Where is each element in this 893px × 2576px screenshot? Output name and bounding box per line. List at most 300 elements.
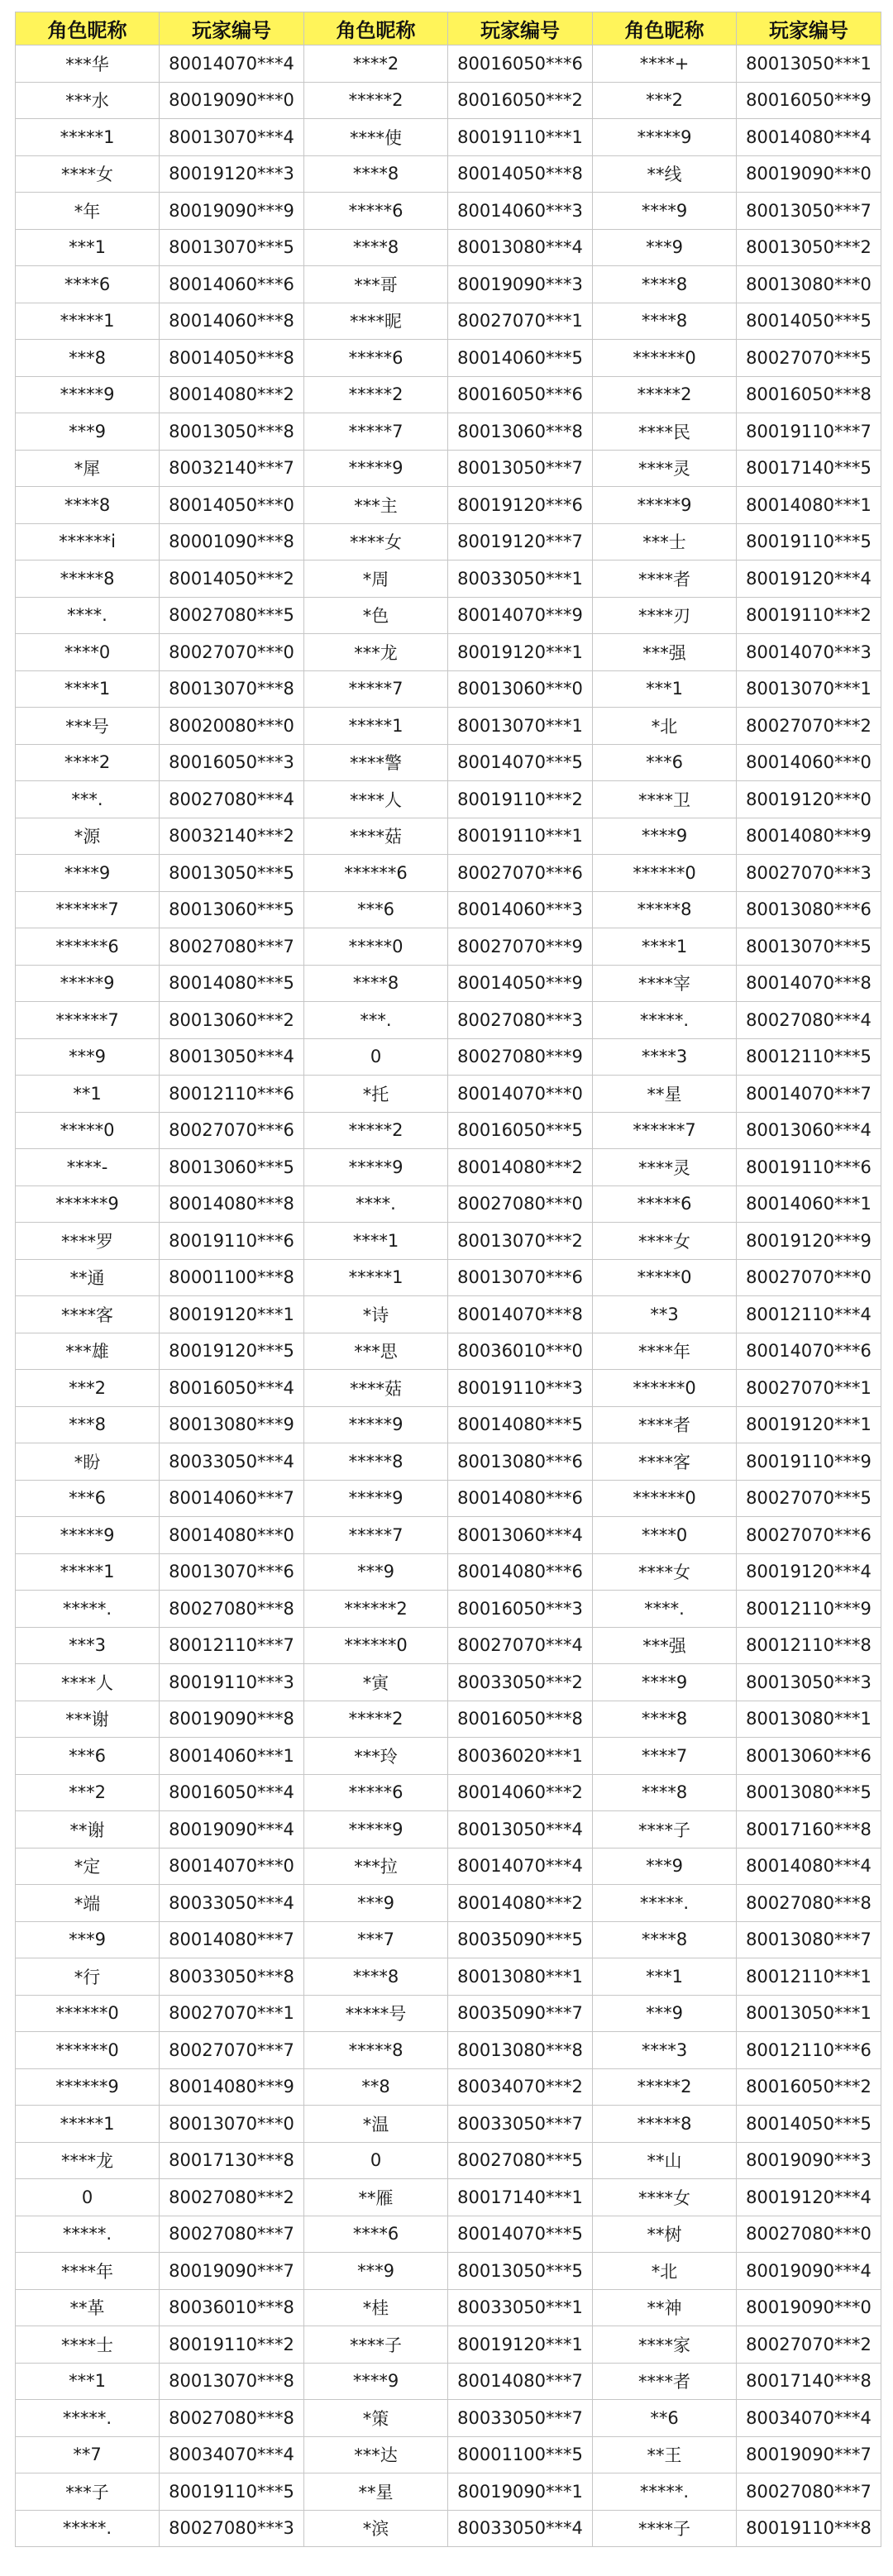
role-name-cell: *****1 (304, 708, 448, 745)
player-id-cell: 80012110***6 (737, 2032, 881, 2069)
role-name-cell: ***哥 (304, 266, 448, 303)
player-id-cell: 80014050***5 (737, 2106, 881, 2143)
table-row (16, 2363, 881, 2400)
player-roster-sheet (15, 12, 880, 2547)
table-row (16, 1149, 881, 1186)
table-row (16, 523, 881, 561)
role-name-cell: ****子 (304, 2326, 448, 2364)
role-name-cell: *源 (16, 818, 160, 855)
table-row (16, 2032, 881, 2069)
role-name-cell: ****8 (593, 1774, 737, 1811)
player-id-cell: 80027070***5 (737, 1480, 881, 1517)
player-id-cell: 80014080***8 (160, 1185, 304, 1223)
role-name-cell: *****号 (304, 1995, 448, 2032)
player-id-cell: 80033050***4 (160, 1885, 304, 1922)
player-id-cell: 80019090***0 (737, 2289, 881, 2326)
player-id-cell: 80017140***5 (737, 450, 881, 487)
role-name-cell: ***1 (593, 670, 737, 708)
role-name-cell: ***谢 (16, 1701, 160, 1738)
player-id-cell: 80027070***1 (448, 303, 593, 340)
player-id-cell: 80019110***6 (160, 1223, 304, 1260)
column-header-role-name: 角色昵称 (593, 12, 737, 45)
player-id-cell: 80032140***2 (160, 818, 304, 855)
player-id-cell: 80014070***0 (160, 1848, 304, 1885)
role-name-cell: ***9 (304, 1553, 448, 1591)
player-id-cell: 80012110***9 (737, 1591, 881, 1628)
player-id-cell: 80013060***2 (160, 1002, 304, 1039)
role-name-cell: ****1 (304, 1223, 448, 1260)
role-name-cell: **星 (304, 2473, 448, 2511)
player-id-cell: 80019120***1 (448, 2326, 593, 2364)
player-id-cell: 80019090***0 (160, 82, 304, 119)
role-name-cell: ***9 (304, 1885, 448, 1922)
role-name-cell: ****昵 (304, 303, 448, 340)
table-row (16, 376, 881, 413)
table-row (16, 1811, 881, 1849)
player-id-cell: 80014080***0 (160, 1517, 304, 1554)
role-name-cell: *****1 (16, 303, 160, 340)
player-id-cell: 80013080***8 (448, 2032, 593, 2069)
player-id-cell: 80014060***2 (448, 1774, 593, 1811)
player-id-cell: 80027070***0 (160, 634, 304, 671)
role-name-cell: *托 (304, 1076, 448, 1113)
role-name-cell: *****9 (304, 1480, 448, 1517)
player-id-cell: 80013060***8 (448, 413, 593, 451)
player-id-cell: 80019120***4 (737, 2179, 881, 2216)
player-id-cell: 80016050***4 (160, 1370, 304, 1407)
role-name-cell: ******9 (16, 1185, 160, 1223)
player-id-cell: 80014070***4 (160, 45, 304, 83)
player-id-cell: 80019110***3 (160, 1664, 304, 1701)
role-name-cell: *****9 (16, 1517, 160, 1554)
player-id-cell: 80019120***6 (448, 487, 593, 524)
role-name-cell: *北 (593, 2253, 737, 2290)
table-row (16, 2253, 881, 2290)
player-id-cell: 80014080***2 (448, 1149, 593, 1186)
role-name-cell: *****2 (304, 1112, 448, 1149)
table-row (16, 1701, 881, 1738)
player-id-cell: 80019120***9 (737, 1223, 881, 1260)
role-name-cell: ****女 (593, 1553, 737, 1591)
role-name-cell: **树 (593, 2216, 737, 2253)
table-row (16, 82, 881, 119)
role-name-cell: ******0 (16, 1995, 160, 2032)
role-name-cell: ****8 (304, 229, 448, 266)
role-name-cell: ****9 (593, 818, 737, 855)
table-body (16, 45, 881, 2547)
table-row (16, 597, 881, 634)
player-id-cell: 80027070***6 (160, 1112, 304, 1149)
player-id-cell: 80036020***1 (448, 1738, 593, 1775)
role-name-cell: ***号 (16, 708, 160, 745)
role-name-cell: *****9 (304, 1406, 448, 1443)
player-id-cell: 80013070***4 (160, 119, 304, 156)
role-name-cell: *****2 (593, 376, 737, 413)
player-id-cell: 80032140***7 (160, 450, 304, 487)
role-name-cell: ******0 (16, 2032, 160, 2069)
player-id-cell: 80027070***5 (737, 340, 881, 377)
role-name-cell: ***子 (16, 2473, 160, 2511)
player-id-cell: 80014080***6 (448, 1553, 593, 1591)
role-name-cell: ****8 (304, 155, 448, 193)
role-name-cell: *北 (593, 708, 737, 745)
player-id-cell: 80012110***5 (737, 1038, 881, 1076)
role-name-cell: ***. (16, 781, 160, 818)
role-name-cell: *****0 (304, 928, 448, 966)
role-name-cell: ***拉 (304, 1848, 448, 1885)
role-name-cell: ****7 (593, 1738, 737, 1775)
role-name-cell: ***9 (16, 413, 160, 451)
role-name-cell: ****9 (304, 2363, 448, 2400)
role-name-cell: ****女 (593, 2179, 737, 2216)
table-row (16, 155, 881, 193)
player-id-cell: 80013070***6 (160, 1553, 304, 1591)
role-name-cell: *****8 (16, 561, 160, 598)
role-name-cell: ******0 (593, 1370, 737, 1407)
player-id-cell: 80013050***2 (737, 229, 881, 266)
role-name-cell: **1 (16, 1076, 160, 1113)
table-row (16, 2400, 881, 2437)
role-name-cell: ****8 (16, 487, 160, 524)
role-name-cell: ***6 (304, 891, 448, 928)
player-id-cell: 80016050***6 (448, 376, 593, 413)
player-id-cell: 80013060***4 (737, 1112, 881, 1149)
player-id-cell: 80027080***7 (737, 2473, 881, 2511)
table-row (16, 2289, 881, 2326)
player-id-cell: 80019090***4 (160, 1811, 304, 1849)
role-name-cell: ****士 (16, 2326, 160, 2364)
player-id-cell: 80027070***1 (737, 1370, 881, 1407)
player-id-cell: 80019110***5 (737, 523, 881, 561)
role-name-cell: *****2 (304, 82, 448, 119)
player-id-cell: 80016050***2 (448, 82, 593, 119)
player-id-cell: 80034070***4 (737, 2400, 881, 2437)
player-id-cell: 80014050***8 (160, 340, 304, 377)
player-id-cell: 80013070***5 (737, 928, 881, 966)
player-id-cell: 80014060***5 (448, 340, 593, 377)
player-id-cell: 80027080***0 (737, 2216, 881, 2253)
player-id-cell: 80027070***1 (160, 1995, 304, 2032)
role-name-cell: *****9 (304, 450, 448, 487)
role-name-cell: *盼 (16, 1443, 160, 1481)
table-row (16, 2473, 881, 2511)
player-id-cell: 80013050***4 (448, 1811, 593, 1849)
role-name-cell: ****人 (16, 1664, 160, 1701)
role-name-cell: ****客 (16, 1296, 160, 1333)
role-name-cell: ****民 (593, 413, 737, 451)
role-name-cell: **雁 (304, 2179, 448, 2216)
player-id-cell: 80035090***7 (448, 1995, 593, 2032)
player-id-cell: 80013070***6 (448, 1259, 593, 1296)
role-name-cell: **6 (593, 2400, 737, 2437)
role-name-cell: ****8 (304, 965, 448, 1002)
player-id-cell: 80027080***7 (160, 2216, 304, 2253)
role-name-cell: ******0 (593, 855, 737, 892)
role-name-cell: *****6 (304, 1774, 448, 1811)
table-row (16, 744, 881, 781)
player-id-cell: 80013050***1 (737, 45, 881, 83)
table-row (16, 1553, 881, 1591)
player-id-cell: 80027070***6 (448, 855, 593, 892)
table-row (16, 1958, 881, 1996)
table-row (16, 1480, 881, 1517)
role-name-cell: ****. (16, 597, 160, 634)
table-row (16, 1112, 881, 1149)
role-name-cell: ******0 (593, 340, 737, 377)
table-row (16, 1002, 881, 1039)
table-row (16, 1738, 881, 1775)
role-name-cell: *****6 (304, 340, 448, 377)
table-row (16, 487, 881, 524)
role-name-cell: ***7 (304, 1921, 448, 1958)
table-row (16, 2510, 881, 2547)
player-id-cell: 80014050***0 (160, 487, 304, 524)
role-name-cell: ***1 (593, 1958, 737, 1996)
table-row (16, 413, 881, 451)
table-row (16, 266, 881, 303)
player-id-cell: 80014070***5 (448, 2216, 593, 2253)
table-row (16, 2436, 881, 2473)
player-id-cell: 80014070***7 (737, 1076, 881, 1113)
role-name-cell: ****灵 (593, 1149, 737, 1186)
player-id-cell: 80019110***5 (160, 2473, 304, 2511)
table-row (16, 1185, 881, 1223)
table-row (16, 1664, 881, 1701)
player-id-cell: 80013060***5 (160, 891, 304, 928)
role-name-cell: ******7 (16, 1002, 160, 1039)
role-name-cell: *犀 (16, 450, 160, 487)
role-name-cell: ****卫 (593, 781, 737, 818)
role-name-cell: ****+ (593, 45, 737, 83)
table-row (16, 2179, 881, 2216)
player-id-cell: 80019090***0 (737, 155, 881, 193)
role-name-cell: ****客 (593, 1443, 737, 1481)
player-id-cell: 80019120***4 (737, 1553, 881, 1591)
player-id-cell: 80036010***8 (160, 2289, 304, 2326)
role-name-cell: ***8 (16, 1406, 160, 1443)
player-id-cell: 80013050***7 (448, 450, 593, 487)
table-row (16, 2068, 881, 2106)
player-id-cell: 80013080***9 (160, 1406, 304, 1443)
table-row (16, 634, 881, 671)
role-name-cell: ****6 (304, 2216, 448, 2253)
player-id-cell: 80013080***4 (448, 229, 593, 266)
player-id-cell: 80027070***3 (737, 855, 881, 892)
player-id-cell: 80013080***1 (737, 1701, 881, 1738)
player-id-cell: 80019110***3 (448, 1370, 593, 1407)
role-name-cell: ****2 (304, 45, 448, 83)
role-name-cell: *****9 (16, 965, 160, 1002)
role-name-cell: **王 (593, 2436, 737, 2473)
role-name-cell: ****菇 (304, 818, 448, 855)
role-name-cell: *****. (593, 2473, 737, 2511)
role-name-cell: *****6 (593, 1185, 737, 1223)
role-name-cell: ***龙 (304, 634, 448, 671)
player-id-cell: 80014050***5 (737, 303, 881, 340)
role-name-cell: ****- (16, 1149, 160, 1186)
player-id-cell: 80019110***1 (448, 119, 593, 156)
player-id-cell: 80027070***4 (448, 1627, 593, 1664)
role-name-cell: ****菇 (304, 1370, 448, 1407)
player-id-cell: 80019090***3 (737, 2142, 881, 2179)
table-row (16, 1627, 881, 1664)
role-name-cell: *****1 (304, 1259, 448, 1296)
role-name-cell: ****警 (304, 744, 448, 781)
player-id-cell: 80013080***5 (737, 1774, 881, 1811)
player-id-cell: 80035090***5 (448, 1921, 593, 1958)
role-name-cell: ******i (16, 523, 160, 561)
player-id-cell: 80016050***5 (448, 1112, 593, 1149)
player-id-cell: 80014060***7 (160, 1480, 304, 1517)
role-name-cell: *行 (16, 1958, 160, 1996)
player-id-cell: 80014070***9 (448, 597, 593, 634)
role-name-cell: ***6 (16, 1738, 160, 1775)
role-name-cell: ****. (593, 1591, 737, 1628)
role-name-cell: ****9 (593, 1664, 737, 1701)
player-id-cell: 80013080***0 (737, 266, 881, 303)
player-id-cell: 80027070***2 (737, 708, 881, 745)
role-name-cell: ***3 (16, 1627, 160, 1664)
player-id-cell: 80027080***3 (448, 1002, 593, 1039)
player-id-cell: 80017130***8 (160, 2142, 304, 2179)
player-id-cell: 80019090***9 (160, 193, 304, 230)
role-name-cell: ****家 (593, 2326, 737, 2364)
role-name-cell: ***士 (593, 523, 737, 561)
player-id-cell: 80019120***1 (737, 1406, 881, 1443)
role-name-cell: *****2 (593, 2068, 737, 2106)
player-id-cell: 80014070***6 (737, 1333, 881, 1370)
player-id-cell: 80027080***0 (448, 1185, 593, 1223)
role-name-cell: *****8 (593, 2106, 737, 2143)
player-id-cell: 80019090***7 (737, 2436, 881, 2473)
role-name-cell: ***强 (593, 634, 737, 671)
player-id-cell: 80017160***8 (737, 1811, 881, 1849)
role-name-cell: *定 (16, 1848, 160, 1885)
role-name-cell: ***2 (16, 1774, 160, 1811)
role-name-cell: *****8 (304, 1443, 448, 1481)
player-id-cell: 80013070***8 (160, 2363, 304, 2400)
role-name-cell: ****8 (593, 1921, 737, 1958)
player-roster-table (15, 12, 881, 2547)
role-name-cell: ****龙 (16, 2142, 160, 2179)
table-row (16, 1038, 881, 1076)
role-name-cell: *****7 (304, 1517, 448, 1554)
role-name-cell: ****女 (593, 1223, 737, 1260)
player-id-cell: 80014070***0 (448, 1076, 593, 1113)
table-row (16, 2106, 881, 2143)
player-id-cell: 80014070***8 (737, 965, 881, 1002)
role-name-cell: *****9 (16, 376, 160, 413)
player-id-cell: 80014080***5 (160, 965, 304, 1002)
role-name-cell: *****9 (593, 487, 737, 524)
player-id-cell: 80013070***0 (160, 2106, 304, 2143)
role-name-cell: *****2 (304, 376, 448, 413)
table-row (16, 1995, 881, 2032)
role-name-cell: ****者 (593, 2363, 737, 2400)
player-id-cell: 80019110***2 (448, 781, 593, 818)
player-id-cell: 80027080***4 (160, 781, 304, 818)
player-id-cell: 80019090***1 (448, 2473, 593, 2511)
player-id-cell: 80001100***8 (160, 1259, 304, 1296)
table-row (16, 891, 881, 928)
player-id-cell: 80014080***2 (448, 1885, 593, 1922)
player-id-cell: 80014050***8 (448, 155, 593, 193)
player-id-cell: 80027070***0 (737, 1259, 881, 1296)
role-name-cell: *****. (16, 1591, 160, 1628)
player-id-cell: 80017140***1 (448, 2179, 593, 2216)
role-name-cell: ****0 (16, 634, 160, 671)
player-id-cell: 80019090***8 (160, 1701, 304, 1738)
table-row (16, 229, 881, 266)
player-id-cell: 80013050***8 (160, 413, 304, 451)
player-id-cell: 80013050***3 (737, 1664, 881, 1701)
table-row (16, 1921, 881, 1958)
player-id-cell: 80014080***9 (160, 2068, 304, 2106)
player-id-cell: 80019110***2 (737, 597, 881, 634)
role-name-cell: *****. (593, 1002, 737, 1039)
role-name-cell: ****者 (593, 561, 737, 598)
player-id-cell: 80013060***5 (160, 1149, 304, 1186)
player-id-cell: 80013050***5 (448, 2253, 593, 2290)
role-name-cell: *温 (304, 2106, 448, 2143)
role-name-cell: *****. (593, 1885, 737, 1922)
role-name-cell: ***9 (593, 229, 737, 266)
player-id-cell: 80014060***3 (448, 193, 593, 230)
player-id-cell: 80027080***3 (160, 2510, 304, 2547)
player-id-cell: 80016050***4 (160, 1774, 304, 1811)
table-row (16, 855, 881, 892)
role-name-cell: *策 (304, 2400, 448, 2437)
role-name-cell: ***. (304, 1002, 448, 1039)
player-id-cell: 80019120***1 (160, 1296, 304, 1333)
player-id-cell: 80012110***6 (160, 1076, 304, 1113)
column-header-player-id: 玩家编号 (448, 12, 593, 45)
role-name-cell: ****. (304, 1185, 448, 1223)
role-name-cell: **神 (593, 2289, 737, 2326)
role-name-cell: ****9 (593, 193, 737, 230)
table-row (16, 450, 881, 487)
player-id-cell: 80013060***4 (448, 1517, 593, 1554)
table-row (16, 119, 881, 156)
player-id-cell: 80027080***5 (160, 597, 304, 634)
role-name-cell: *****9 (304, 1149, 448, 1186)
player-id-cell: 80014080***2 (160, 376, 304, 413)
role-name-cell: *****7 (304, 413, 448, 451)
role-name-cell: ****使 (304, 119, 448, 156)
role-name-cell: ******9 (16, 2068, 160, 2106)
player-id-cell: 80033050***4 (448, 2510, 593, 2547)
player-id-cell: 80033050***2 (448, 1664, 593, 1701)
header-row (16, 12, 881, 45)
player-id-cell: 80016050***3 (160, 744, 304, 781)
role-name-cell: *****9 (304, 1811, 448, 1849)
role-name-cell: **革 (16, 2289, 160, 2326)
player-id-cell: 80027080***8 (737, 1885, 881, 1922)
table-row (16, 781, 881, 818)
player-id-cell: 80033050***7 (448, 2400, 593, 2437)
role-name-cell: ***达 (304, 2436, 448, 2473)
role-name-cell: ***9 (593, 1848, 737, 1885)
table-row (16, 193, 881, 230)
role-name-cell: ***水 (16, 82, 160, 119)
role-name-cell: ***9 (593, 1995, 737, 2032)
player-id-cell: 80012110***1 (737, 1958, 881, 1996)
player-id-cell: 80027080***4 (737, 1002, 881, 1039)
player-id-cell: 80027070***9 (448, 928, 593, 966)
player-id-cell: 80019090***4 (737, 2253, 881, 2290)
role-name-cell: *****9 (593, 119, 737, 156)
role-name-cell: ****3 (593, 1038, 737, 1076)
